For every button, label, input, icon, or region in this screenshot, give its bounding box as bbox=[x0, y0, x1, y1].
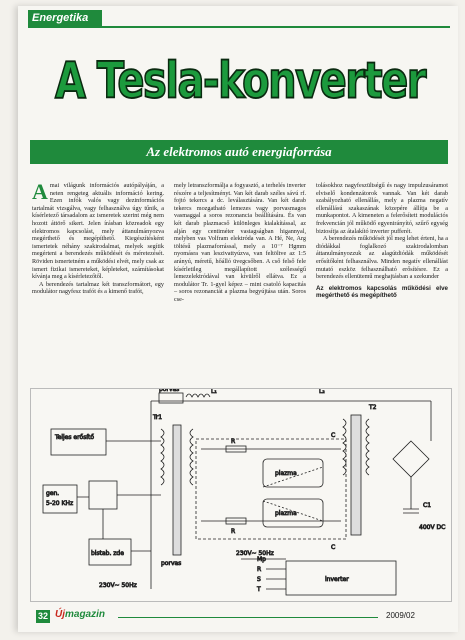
label-t2: T2 bbox=[369, 404, 377, 411]
text-column-1 bbox=[32, 182, 164, 364]
label-l2: L₂ bbox=[319, 389, 325, 395]
section-tag: Energetika bbox=[28, 10, 102, 26]
label-r-bottom: R bbox=[231, 528, 236, 535]
brand-part-b: magazin bbox=[65, 609, 106, 620]
label-mains-right: 230V~ 50Hz bbox=[236, 550, 274, 557]
t2-primary bbox=[343, 419, 346, 475]
label-gen: gen. bbox=[46, 490, 60, 497]
footer-rule bbox=[118, 617, 378, 618]
label-mains-left: 230V~ 50Hz bbox=[99, 582, 137, 589]
page-number: 32 bbox=[37, 611, 48, 621]
label-driver: Teljes erősítő bbox=[55, 434, 95, 441]
label-tr1: Tr1 bbox=[153, 414, 163, 421]
paragraph: mely letranszformálja a fogyasztó, a terhelés inverter részére a teljesítményt. Van két darab széles sávú rf. fojtó tekercs a dc. leválasztására. Van két darab tekercs mozgatható lemezes vagy porvasmagos vasmaggal a soros rezonancia beállítására. És van két darab plazmacső különleges kialakítással, az alján egy centiméter vastagságban higannyal, melyben vas Volfram elektróda van. A Hé, Ne, Arg töltésű plazmaforrással, mely a 10⁻⁷ Hgmm nyomásra van leszivattyúzva, van feltöltve az 1:5 arányú, méretű, hőálló üvegcsőben. A cső felső fele kísérletileg megállapított szélességű lemezelektródával van kívülről ellátva. Ez a modulátor Tr. 1-gyel képez – mint csatoló kapacitás – soros rezonanciát a plazma begyújtása után. Soros cse- bbox=[174, 182, 306, 303]
label-gen-range: 5-20 KHz bbox=[46, 500, 74, 507]
label-porvas-mid: porvas bbox=[161, 560, 182, 567]
label-mp: Mp bbox=[257, 556, 266, 563]
paragraph: tolásokhoz nagyfeszültségű és nagy impulzusáramot elviselő kondenzátorok vannak. Van két darab szabályozható ellenállás, mely a plazma negatív ellenállású szakaszának közepére állítja be a munkapontot. A kimeneten a felerősített modulációs frekvencián jól működő egyenirányító, szűrő egység biztosítja az átalakító inverter pufferét. bbox=[316, 182, 448, 235]
transformer-core-tr1 bbox=[173, 425, 181, 555]
article-body bbox=[32, 182, 448, 364]
label-plasma-bottom: plazma bbox=[275, 510, 297, 517]
brand-part-a: Új bbox=[55, 609, 65, 620]
text-column-2 bbox=[174, 182, 306, 364]
inductor-l1 bbox=[186, 394, 210, 397]
paragraph: A berendezés tartalmaz két transzformátort, egy modulátor nagyfesz trafót és a kimenő trafót, bbox=[32, 280, 164, 296]
label-l1: L₁ bbox=[211, 389, 217, 395]
label-bistable: bistab. zde bbox=[91, 550, 124, 557]
text-column-3 bbox=[316, 182, 448, 364]
label-c1: C1 bbox=[423, 502, 432, 509]
label-c-mid: C bbox=[331, 544, 336, 551]
article-subtitle: Az elektromos autó energiaforrása bbox=[30, 140, 448, 164]
article-title: A Tesla-konverter bbox=[55, 52, 425, 110]
transformer-core-t2 bbox=[351, 415, 361, 535]
issue-date: 2009/02 bbox=[386, 611, 415, 620]
schematic-wire bbox=[241, 559, 286, 589]
label-c-top: C bbox=[331, 432, 336, 439]
paragraph: mai világunk információs autópályáján, a neten rengeteg aktuális információ kering. Ezen infók valós vagy dezinformációs tartalmát vizsgálva, vagy felhasználva úgy tűnik, a kísérletező társadalom az ismeretek szerint még nem hozott áttörő sikert. Jelen írásban közreadok egy elektromos kapcsolást, mely áttanulmányozva megérthető és megépíthető. Kiegészítésként ismertetek néhány szakirodalmat, melyek segítik megérteni a berendezés működését és méretezését. Röviden ismertetném a működési elvét, mely csak az ismert fizikai ismereteket, képleteket, számításokat kívánja meg a kísérletezőtől. bbox=[32, 182, 164, 281]
label-r-top: R bbox=[231, 438, 236, 445]
label-plasma-top: plazma bbox=[275, 470, 297, 477]
schematic-wire bbox=[77, 441, 161, 551]
dropcap: A bbox=[32, 182, 48, 204]
schematic-wire bbox=[201, 449, 341, 521]
amplifier-triangle-block bbox=[89, 481, 117, 509]
section-rule bbox=[28, 26, 450, 28]
schematic-wire bbox=[411, 401, 431, 509]
plasma-enclosure bbox=[196, 439, 346, 539]
paragraph: A berendezés működését jól meg lehet érteni, ha a diódákkal foglalkozó szakirodalomban áttanulmányozzuk az alagútdiódák működését erősítőként felhasználva. Minden negatív ellenállást mutató eszköz felhasználható erősítésre. Ez a berendezés ellenütemű meghajtásban a szekunder bbox=[316, 235, 448, 281]
porvas-core-top bbox=[159, 393, 183, 403]
label-inverter: inverter bbox=[325, 576, 349, 583]
circuit-schematic bbox=[30, 388, 452, 602]
label-r: R bbox=[257, 566, 262, 573]
label-s: S bbox=[257, 576, 261, 583]
tr1-secondary bbox=[190, 429, 193, 485]
label-porvas-top: porvas bbox=[159, 389, 180, 393]
capacitor-c1 bbox=[403, 509, 419, 513]
amplifier-block bbox=[51, 429, 106, 455]
magazine-brand bbox=[55, 609, 105, 620]
label-t: T bbox=[257, 586, 261, 593]
schematic-drawing bbox=[31, 389, 451, 601]
figure-caption: Az elektromos kapcsolás működési elve megérthető és megépíthető bbox=[316, 284, 448, 300]
t2-secondary bbox=[366, 419, 369, 475]
label-voltage: 400V DC bbox=[419, 524, 446, 531]
rectifier-bridge bbox=[393, 441, 429, 477]
tr1-primary bbox=[161, 429, 164, 485]
